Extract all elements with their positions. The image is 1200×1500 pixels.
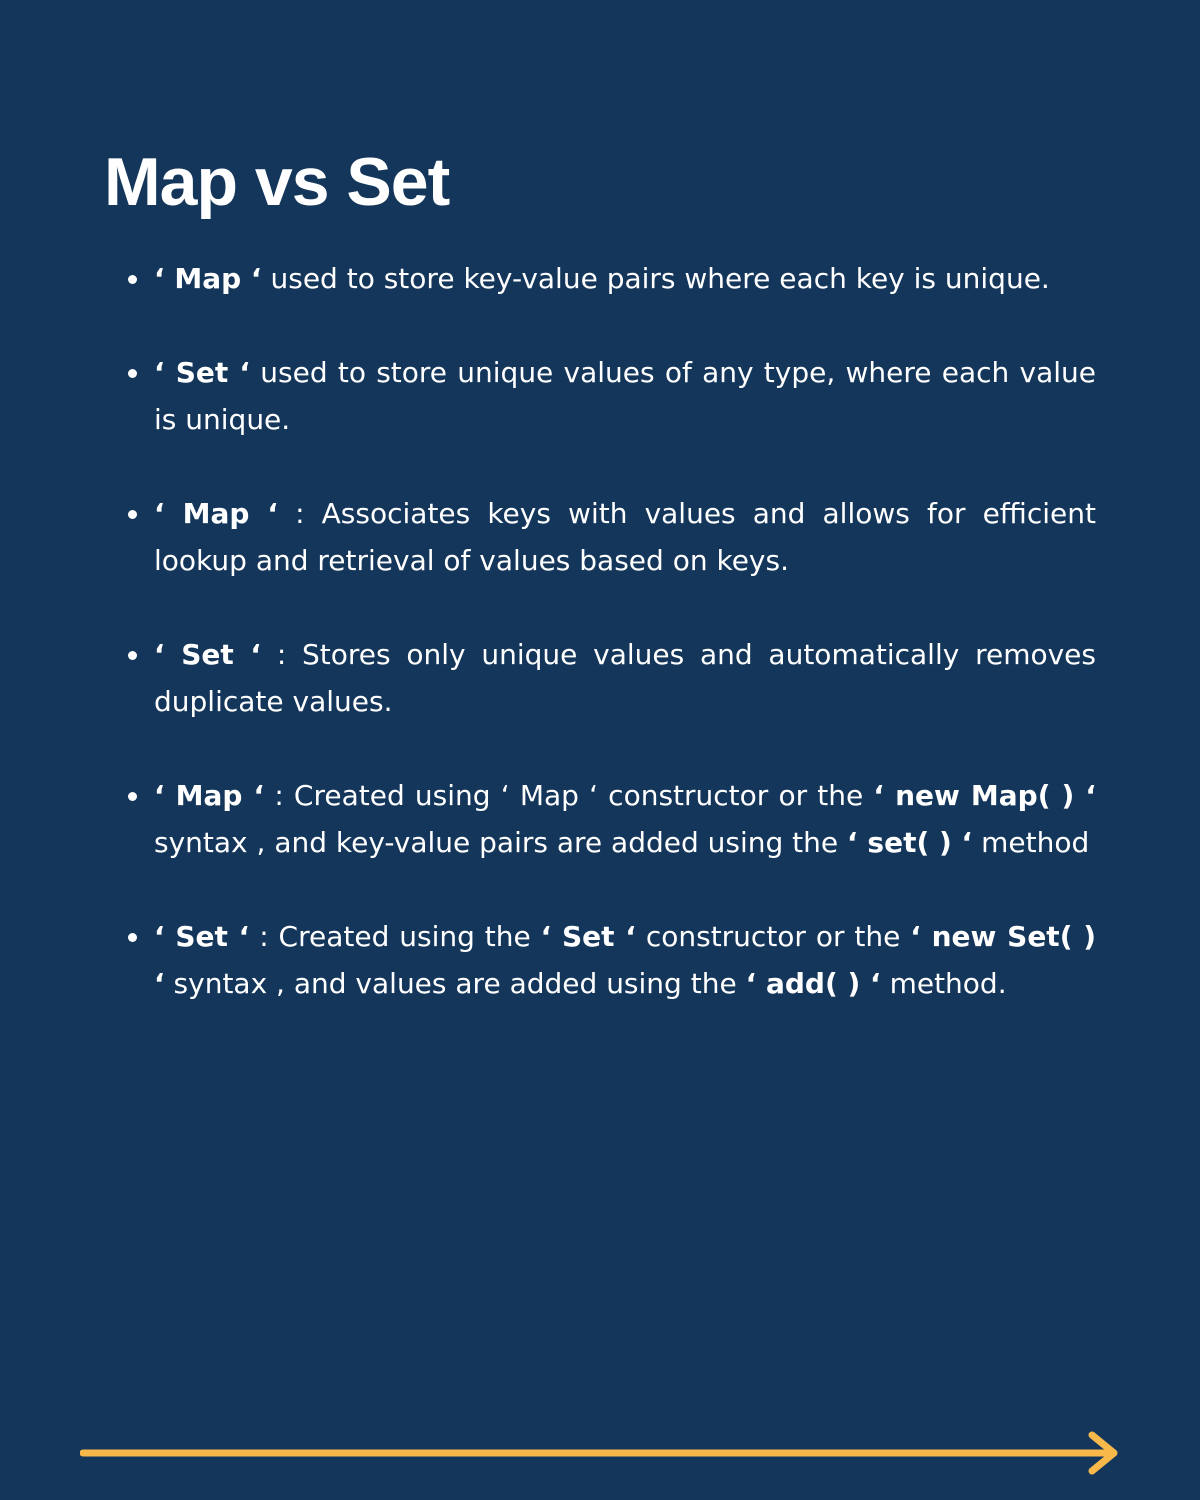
- bullet-term: ‘ Map ‘: [154, 262, 262, 295]
- bullet-text: method.: [880, 967, 1007, 1000]
- bullet-code: ‘ Set ‘: [540, 920, 636, 953]
- bullet-item: [154, 913, 1096, 1007]
- bullet-text: used to store key-value pairs where each key is unique.: [261, 262, 1050, 295]
- bullet-term: ‘ Map ‘: [154, 497, 278, 530]
- bullet-code: ‘ add( ) ‘: [745, 967, 881, 1000]
- bullet-list: [154, 255, 1096, 1054]
- bullet-text: method: [972, 826, 1090, 859]
- bullet-dot-icon: [128, 933, 137, 942]
- bullet-dot-icon: [128, 275, 137, 284]
- bullet-text: syntax , and key-value pairs are added using the: [154, 826, 848, 859]
- bullet-text: syntax , and values are added using the: [164, 967, 746, 1000]
- bullet-item: [154, 772, 1096, 866]
- bullet-item: [154, 255, 1096, 302]
- bullet-text: constructor or the: [635, 920, 911, 953]
- bullet-text: used to store unique values of any type, where each value is unique.: [154, 356, 1097, 436]
- bullet-term: ‘ Set ‘: [154, 356, 251, 389]
- bullet-term: ‘ Set ‘: [154, 638, 262, 671]
- bullet-dot-icon: [128, 510, 137, 519]
- bullet-text: : Stores only unique values and automatically removes duplicate values.: [154, 638, 1096, 718]
- bullet-code: ‘ new Set( ) ‘: [154, 920, 1097, 1000]
- bullet-text: : Associates keys with values and allows for efficient lookup and retrieval of values based on keys.: [154, 497, 1096, 577]
- bullet-term: ‘ Set ‘: [154, 920, 250, 953]
- bullet-item: [154, 349, 1096, 443]
- right-arrow-icon[interactable]: [80, 1430, 1125, 1476]
- bullet-term: ‘ Map ‘: [154, 779, 265, 812]
- bullet-code: ‘ new Map( ) ‘: [873, 779, 1096, 812]
- bullet-code: ‘ set( ) ‘: [847, 826, 973, 859]
- bullet-dot-icon: [128, 792, 137, 801]
- bullet-dot-icon: [128, 369, 137, 378]
- bullet-item: [154, 631, 1096, 725]
- bullet-text: : Created using ‘ Map ‘ constructor or the: [264, 779, 874, 812]
- bullet-text: : Created using the: [249, 920, 541, 953]
- bullet-item: [154, 490, 1096, 584]
- bullet-dot-icon: [128, 651, 137, 660]
- page-title: Map vs Set: [104, 144, 450, 220]
